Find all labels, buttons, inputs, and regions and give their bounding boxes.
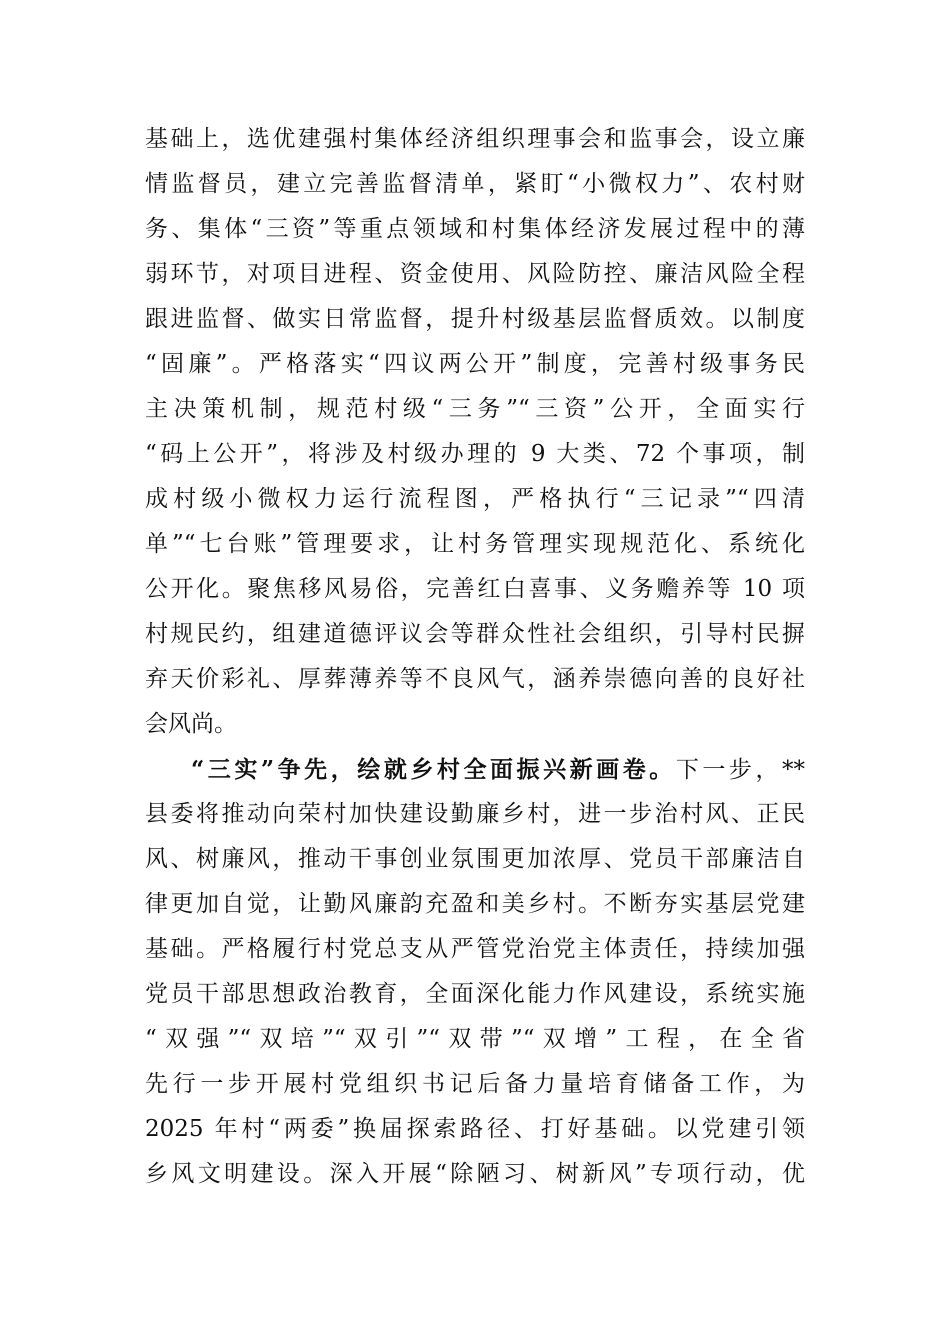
paragraph-line: 基础。严格履行村党总支从严管党治党主体责任，持续加强	[145, 936, 805, 962]
paragraph-2	[145, 747, 805, 1197]
paragraph-line: 村规民约，组建道德评议会等群众性社会组织，引导村民摒	[145, 621, 805, 647]
paragraph-line: 乡风文明建设。深入开展“除陋习、树新风”专项行动，优	[145, 1161, 805, 1187]
paragraph-line: 成村级小微权力运行流程图，严格执行“三记录”“四清	[145, 486, 805, 512]
paragraph-line: 情监督员，建立完善监督清单，紧盯“小微权力”、农村财	[145, 171, 805, 197]
paragraph-line: 弱环节，对项目进程、资金使用、风险防控、廉洁风险全程	[145, 261, 805, 287]
paragraph-line: 会风尚。	[145, 711, 237, 737]
paragraph-line: 2025 年村“两委”换届探索路径、打好基础。以党建引领	[145, 1116, 805, 1142]
paragraph-line: 主决策机制，规范村级“三务”“三资”公开，全面实行	[145, 396, 805, 422]
paragraph-line: 风、树廉风，推动干事创业氛围更加浓厚、党员干部廉洁自	[145, 846, 805, 872]
paragraph-line: “码上公开”，将涉及村级办理的 9 大类、72 个事项，制	[145, 441, 805, 467]
paragraph-line: 弃天价彩礼、厚葬薄养等不良风气，涵养崇德向善的良好社	[145, 666, 805, 692]
paragraph-first-line	[145, 747, 805, 792]
paragraph-line: 党员干部思想政治教育，全面深化能力作风建设，系统实施	[145, 981, 805, 1007]
paragraph-line: 务、集体“三资”等重点领域和村集体经济发展过程中的薄	[145, 216, 805, 242]
paragraph-line: “固廉”。严格落实“四议两公开”制度，完善村级事务民	[145, 351, 805, 377]
paragraph-1	[145, 117, 805, 747]
paragraph-line: 单”“七台账”管理要求，让村务管理实现规范化、系统化	[145, 531, 805, 557]
paragraph-line: 跟进监督、做实日常监督，提升村级基层监督质效。以制度	[145, 306, 805, 332]
paragraph-line-rest: 下一步，**	[675, 757, 805, 783]
paragraph-line: 律更加自觉，让勤风廉韵充盈和美乡村。不断夯实基层党建	[145, 891, 805, 917]
paragraph-line: “双强”“双培”“双引”“双带”“双增”工程，在全省	[145, 1026, 805, 1052]
paragraph-line: 先行一步开展村党组织书记后备力量培育储备工作，为	[145, 1071, 805, 1097]
paragraph-line: 基础上，选优建强村集体经济组织理事会和监事会，设立廉	[145, 126, 805, 152]
section-heading: “三实”争先，绘就乡村全面振兴新画卷。	[191, 756, 676, 783]
paragraph-line: 公开化。聚焦移风易俗，完善红白喜事、义务赡养等 10 项	[145, 576, 805, 602]
paragraph-line: 县委将推动向荣村加快建设勤廉乡村，进一步治村风、正民	[145, 801, 805, 827]
